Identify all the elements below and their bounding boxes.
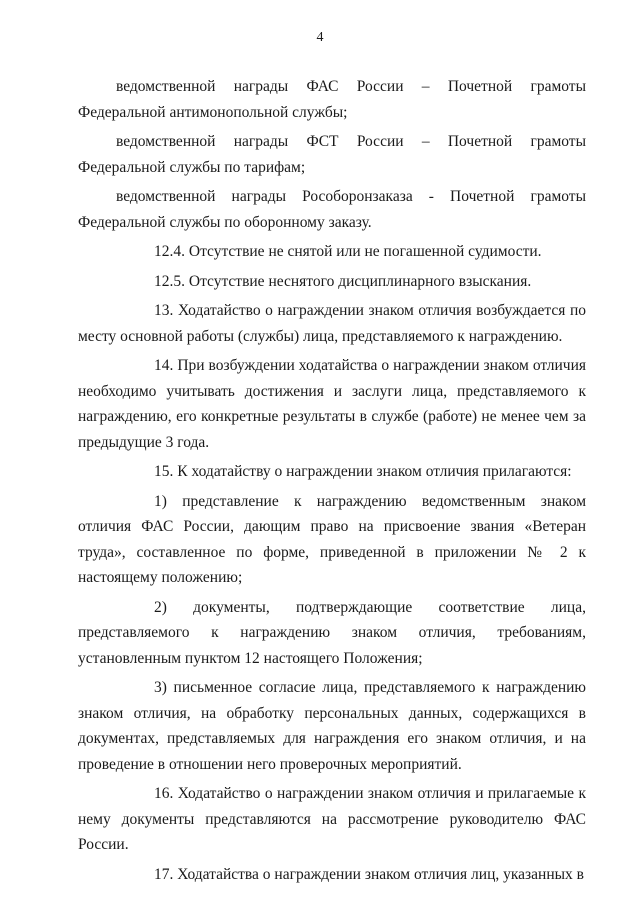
list-item-number: 3) <box>154 679 167 696</box>
paragraph-text: Отсутствие не снятой или не погашенной судимости. <box>188 243 542 260</box>
paragraph-number: 12.5. <box>154 272 185 290</box>
list-item-text: представление к награждению ведомственным знаком отличия ФАС России, дающим право на присвоение звания «Ветеран труда», составленное по форме, приведенной в приложении № 2 к настоящему положению; <box>78 492 587 586</box>
paragraph-12-4 <box>78 239 586 265</box>
paragraph-14 <box>78 353 586 455</box>
paragraph-13 <box>78 298 586 349</box>
list-item-number: 2) <box>154 598 167 616</box>
paragraph-text: Ходатайства о награждении знаком отличия лиц, указанных в <box>177 865 585 883</box>
paragraph-text: ведомственной награды ФАС России – Почетной грамоты Федеральной антимонопольной службы; <box>78 78 586 121</box>
paragraph-fas-award <box>78 74 586 125</box>
paragraph-text: Ходатайство о награждении знаком отличия возбуждается по месту основной работы (службы) лица, представляемого к награждению. <box>78 302 586 345</box>
paragraph-text: ведомственной награды ФСТ России – Почетной грамоты Федеральной службы по тарифам; <box>78 133 586 176</box>
paragraph-text: Отсутствие неснятого дисциплинарного взыскания. <box>188 272 532 290</box>
paragraph-text: К ходатайству о награждении знаком отличия прилагаются: <box>177 463 572 480</box>
list-item-text: письменное согласие лица, представляемого к награждению знаком отличия, на обработку персональных данных, содержащихся в документах, представляемых для награждения его знаком отличия, и на проведение в отношении него проверочных мероприятий. <box>78 679 587 773</box>
paragraph-number: 17. <box>154 865 174 883</box>
paragraph-number: 15. <box>154 463 174 480</box>
paragraph-15 <box>78 459 586 485</box>
list-item-number: 1) <box>154 492 167 510</box>
page-number: 4 <box>316 30 324 45</box>
paragraph-number: 12.4. <box>154 243 185 260</box>
paragraph-number: 14. <box>154 357 174 374</box>
paragraph-16 <box>78 781 586 858</box>
paragraph-number: 13. <box>154 302 174 319</box>
paragraph-text: ведомственной награды Рособоронзаказа - Почетной грамоты Федеральной службы по оборонному заказу. <box>78 188 586 231</box>
document-body <box>78 74 586 891</box>
paragraph-rosoboronzakaz-award <box>78 184 586 235</box>
paragraph-12-5 <box>78 269 586 295</box>
paragraph-17 <box>78 862 586 888</box>
paragraph-number: 16. <box>154 785 174 802</box>
list-item-3 <box>78 675 586 777</box>
paragraph-text: Ходатайство о награждении знаком отличия и прилагаемые к нему документы представляются на рассмотрение руководителю ФАС России. <box>78 785 586 853</box>
list-item-text: документы, подтверждающие соответствие лица, представляемого к награждению знаком отличия, требованиям, установленным пунктом 12 настоящего Положения; <box>78 598 586 667</box>
paragraph-fst-award <box>78 129 586 180</box>
list-item-1 <box>78 489 586 591</box>
paragraph-text: При возбуждении ходатайства о награждении знаком отличия необходимо учитывать достижения и заслуги лица, представляемого к награждению, его конкретные результаты в службе (работе) не менее чем за предыдущие 3 года. <box>78 357 586 451</box>
list-item-2 <box>78 595 586 672</box>
